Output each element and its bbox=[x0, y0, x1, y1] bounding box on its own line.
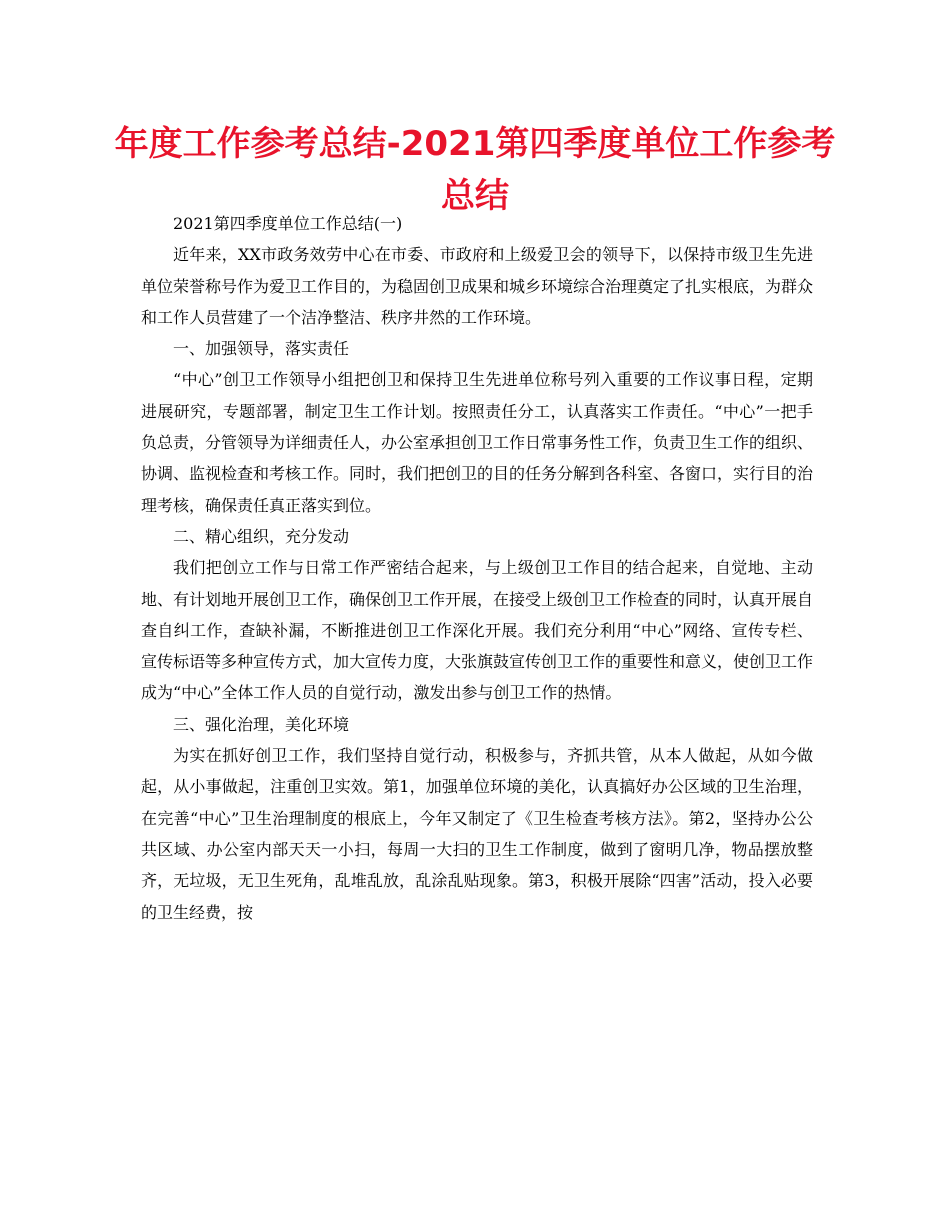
section-paragraph-2: 我们把创立工作与日常工作严密结合起来，与上级创卫工作目的结合起来，自觉地、主动地、有计划地开展创卫工作，确保创卫工作开展，在接受上级创卫工作检查的同时，认真开展自查自纠工作，查缺补漏，不断推进创卫工作深化开展。我们充分利用“中心”网络、宣传专栏、宣传标语等多种宣传方式，加大宣传力度，大张旗鼓宣传创卫工作的重要性和意义，使创卫工作成为“中心”全体工作人员的自觉行动，激发出参与创卫工作的热情。 bbox=[141, 558, 814, 703]
document-title: 年度工作参考总结-2021第四季度单位工作参考总结 bbox=[114, 124, 836, 216]
subtitle-paragraph: 2021第四季度单位工作总结(一) bbox=[173, 214, 403, 233]
section-heading-1: 一、加强领导，落实责任 bbox=[173, 339, 350, 359]
section-paragraph-3: 为实在抓好创卫工作，我们坚持自觉行动，积极参与，齐抓共管，从本人做起，从如今做起，从小事做起，注重创卫实效。第1，加强单位环境的美化，认真搞好办公区域的卫生治理，在完善“中心”卫生治理制度的根底上，今年又制定了《卫生检查考核方法》。第2，坚持办公公共区域、办公室内部天天一小扫，每周一大扫的卫生工作制度，做到了窗明几净，物品摆放整齐，无垃圾，无卫生死角，乱堆乱放，乱涂乱贴现象。第3，积极开展除“四害”活动，投入必要的卫生经费，按 bbox=[141, 746, 813, 922]
section-paragraph-1: “中心”创卫工作领导小组把创卫和保持卫生先进单位称号列入重要的工作议事日程，定期进展研究，专题部署，制定卫生工作计划。按照责任分工，认真落实工作责任。“中心”一把手负总责，分管领导为详细责任人，办公室承担创卫工作日常事务性工作，负责卫生工作的组织、协调、监视检查和考核工作。同时，我们把创卫的目的任务分解到各科室、各窗口，实行目的治理考核，确保责任真正落实到位。 bbox=[141, 370, 814, 515]
section-heading-3: 三、强化治理，美化环境 bbox=[173, 714, 350, 734]
section-heading-2: 二、精心组织，充分发动 bbox=[173, 526, 350, 546]
document-body bbox=[141, 208, 813, 928]
intro-paragraph: 近年来，XX市政务效劳中心在市委、市政府和上级爱卫会的领导下，以保持市级卫生先进单位荣誉称号作为爱卫工作目的，为稳固创卫成果和城乡环境综合治理奠定了扎实根底，为群众和工作人员营建了一个洁净整洁、秩序井然的工作环境。 bbox=[141, 245, 814, 327]
